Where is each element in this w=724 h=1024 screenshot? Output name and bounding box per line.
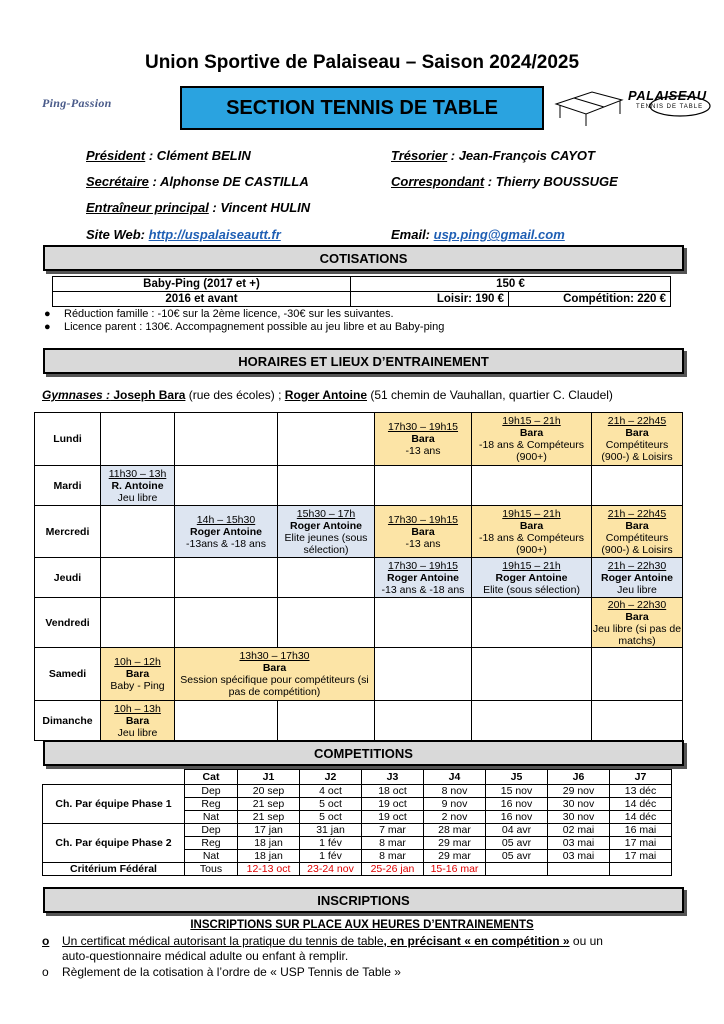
slot-mardi-1130: 11h30 – 13h R. Antoine Jeu libre [101,466,175,506]
ping-passion-logo: Ping-Passion [42,96,112,110]
table-cell: 17 mai [610,837,672,850]
table-row [35,558,683,598]
table-cell: 14 déc [610,798,672,811]
site-line [86,227,281,242]
table-row [35,648,683,701]
day-label: Mardi [35,466,101,506]
cotisations-notes [44,308,444,334]
column-header: J1 [238,770,300,785]
table-cell: 31 jan [300,824,362,837]
table-cell: 30 nov [548,798,610,811]
table-cell: 28 mar [424,824,486,837]
table-cell: Compétition: 220 € [509,292,671,307]
table-cell: 8 mar [362,837,424,850]
slot-jeudi-21h: 21h – 22h30 Roger Antoine Jeu libre [592,558,683,598]
table-cell: Dep [185,824,238,837]
table-cell: Tous [185,863,238,876]
slot-vendredi-20h: 20h – 22h30 Bara Jeu libre (si pas de matchs) [592,598,682,647]
tresorier-role: Trésorier [391,148,448,163]
table-cell: 12-13 oct [238,863,300,876]
table-cell: 19 oct [362,811,424,824]
competitions-header: COMPETITIONS [43,740,684,766]
table-cell: 17 mai [610,850,672,863]
gym1-detail: (rue des écoles) ; [185,388,285,402]
table-header-row [43,770,672,785]
column-header: J3 [362,770,424,785]
slot-lundi-1915: 19h15 – 21h Bara -18 ans & Compéteurs (900+) [472,413,592,466]
table-cell: 29 nov [548,785,610,798]
column-header: Cat [185,770,238,785]
table-cell: 5 oct [300,811,362,824]
day-label: Mercredi [35,506,101,558]
correspondant-role: Correspondant [391,174,485,189]
table-row [43,824,672,837]
table-cell: 16 nov [486,798,548,811]
column-header: J4 [424,770,486,785]
entraineur-line [86,200,310,215]
slot-mercredi-1530: 15h30 – 17h Roger Antoine Elite jeunes (sous sélection) [278,506,375,558]
tresorier-line [391,148,595,163]
table-cell: 15-16 mar [424,863,486,876]
column-header: J7 [610,770,672,785]
table-cell: Nat [185,811,238,824]
secretaire-name: : Alphonse DE CASTILLA [148,174,309,189]
competitions-table [42,769,672,876]
slot-jeudi-1730: 17h30 – 19h15 Roger Antoine -13 ans & -18 ans [375,558,472,598]
table-cell: 150 € [351,277,671,292]
list-item: ● Réduction famille : -10€ sur la 2ème licence, -30€ sur les suivantes. [44,308,394,320]
table-cell: 17 jan [238,824,300,837]
table-cell: 18 oct [362,785,424,798]
table-cell: Nat [185,850,238,863]
table-row [35,701,683,741]
table-cell: 02 mai [548,824,610,837]
inscriptions-header: INSCRIPTIONS [43,887,684,913]
gym2-name: Roger Antoine [284,388,368,402]
table-cell: 03 mai [548,850,610,863]
secretaire-line [86,174,309,189]
day-label: Samedi [35,648,101,701]
table-cell: Dep [185,785,238,798]
slot-mercredi-21h: 21h – 22h45 Bara Compétiteurs (900-) & Loisirs [592,506,683,558]
table-cell: 21 sep [238,811,300,824]
president-role: Président [86,148,146,163]
email-label: Email: [391,227,434,242]
table-cell: 21 sep [238,798,300,811]
column-header: J2 [300,770,362,785]
table-row [35,598,683,648]
list-item: ● Licence parent : 130€. Accompagnement possible au jeu libre et au Baby-ping [44,321,445,333]
palaiseau-logo-text: PALAISEAU [628,88,707,103]
email-line [391,227,565,242]
cotisations-table [52,276,671,307]
table-row [35,506,683,558]
table-cell: 18 jan [238,850,300,863]
gymnases-line [42,388,613,402]
inscriptions-subtitle: INSCRIPTIONS SUR PLACE AUX HEURES D’ENTRAINEMENTS [190,919,534,931]
entraineur-role: Entraîneur principal [86,200,209,215]
table-cell: 20 sep [238,785,300,798]
table-cell: 7 mar [362,824,424,837]
slot-dimanche-10h: 10h – 13h Bara Jeu libre [101,701,175,741]
row-label: Ch. Par équipe Phase 2 [43,824,185,863]
site-label: Site Web: [86,227,149,242]
table-cell: 1 fév [300,850,362,863]
tresorier-name: : Jean-François CAYOT [447,148,595,163]
gym1-name: Joseph Bara [110,388,186,402]
table-cell: Baby-Ping (2017 et +) [53,277,351,292]
column-header: J6 [548,770,610,785]
table-cell: 13 déc [610,785,672,798]
table-cell: 03 mai [548,837,610,850]
table-cell: 29 mar [424,850,486,863]
section-banner: SECTION TENNIS DE TABLE [180,86,544,130]
gym-label: Gymnases : [42,388,111,402]
slot-samedi-10h: 10h – 12h Bara Baby - Ping [101,648,175,701]
day-label: Vendredi [35,598,101,648]
table-cell: 8 mar [362,850,424,863]
table-cell: 15 nov [486,785,548,798]
table-cell: 14 déc [610,811,672,824]
table-cell: 16 mai [610,824,672,837]
table-row [35,466,683,506]
table-cell [610,863,672,876]
table-cell [548,863,610,876]
slot-lundi-1730: 17h30 – 19h15 Bara -13 ans [375,413,472,466]
palaiseau-logo-subtext: TENNIS DE TABLE [636,104,704,110]
table-cell: Reg [185,798,238,811]
table-cell: 16 nov [486,811,548,824]
table-row [43,863,672,876]
secretaire-role: Secrétaire [86,174,149,189]
correspondant-name: : Thierry BOUSSUGE [484,174,618,189]
table-cell: Reg [185,837,238,850]
column-header: J5 [486,770,548,785]
table-row [35,413,683,466]
gym2-detail: (51 chemin de Vauhallan, quartier C. Claudel) [367,388,613,402]
table-cell: 19 oct [362,798,424,811]
table-row [43,785,672,798]
day-label: Lundi [35,413,101,466]
table-cell: 1 fév [300,837,362,850]
table-cell: 29 mar [424,837,486,850]
table-row [53,277,671,292]
list-item: o Règlement de la cotisation à l’ordre de « USP Tennis de Table » [42,965,401,979]
site-link[interactable]: http://uspalaiseautt.fr [148,227,281,242]
email-link[interactable]: usp.ping@gmail.com [433,227,565,242]
palaiseau-logo [552,82,712,128]
president-line [86,148,251,163]
table-cell: 8 nov [424,785,486,798]
list-item-continuation: auto-questionnaire médical adulte ou enfant à remplir. [62,949,349,963]
table-row [53,292,671,307]
page-title: Union Sportive de Palaiseau – Saison 2024/2025 [144,52,580,73]
table-cell: 9 nov [424,798,486,811]
table-cell: 05 avr [486,837,548,850]
slot-lundi-21h: 21h – 22h45 Bara Compétiteurs (900-) & Loisirs [592,413,683,466]
slot-mercredi-14h: 14h – 15h30 Roger Antoine -13ans & -18 ans [175,506,278,558]
schedule-table [34,412,683,741]
correspondant-line [391,174,618,189]
president-name: : Clément BELIN [145,148,251,163]
row-label: Ch. Par équipe Phase 1 [43,785,185,824]
horaires-header: HORAIRES ET LIEUX D’ENTRAINEMENT [43,348,684,374]
slot-jeudi-1915: 19h15 – 21h Roger Antoine Elite (sous sélection) [472,558,592,598]
day-label: Jeudi [35,558,101,598]
day-label: Dimanche [35,701,101,741]
table-cell: 30 nov [548,811,610,824]
entraineur-name: : Vincent HULIN [208,200,311,215]
table-cell: 5 oct [300,798,362,811]
table-cell: 04 avr [486,824,548,837]
row-label: Critérium Fédéral [43,863,185,876]
table-cell: 2016 et avant [53,292,351,307]
slot-samedi-1330: 13h30 – 17h30 Bara Session spécifique pour compétiteurs (si pas de compétition) [175,648,375,701]
slot-mercredi-1915: 19h15 – 21h Bara -18 ans & Compéteurs (900+) [472,506,592,558]
table-cell: 2 nov [424,811,486,824]
table-cell: 4 oct [300,785,362,798]
table-cell [486,863,548,876]
table-cell: 23-24 nov [300,863,362,876]
table-cell: Loisir: 190 € [351,292,509,307]
slot-mercredi-1730: 17h30 – 19h15 Bara -13 ans [375,506,472,558]
cotisations-header: COTISATIONS [43,245,684,271]
table-cell: 05 avr [486,850,548,863]
table-cell: 18 jan [238,837,300,850]
list-item: o Un certificat médical autorisant la pratique du tennis de table, en précisant « en compétition » ou un [42,934,603,948]
table-cell: 25-26 jan [362,863,424,876]
